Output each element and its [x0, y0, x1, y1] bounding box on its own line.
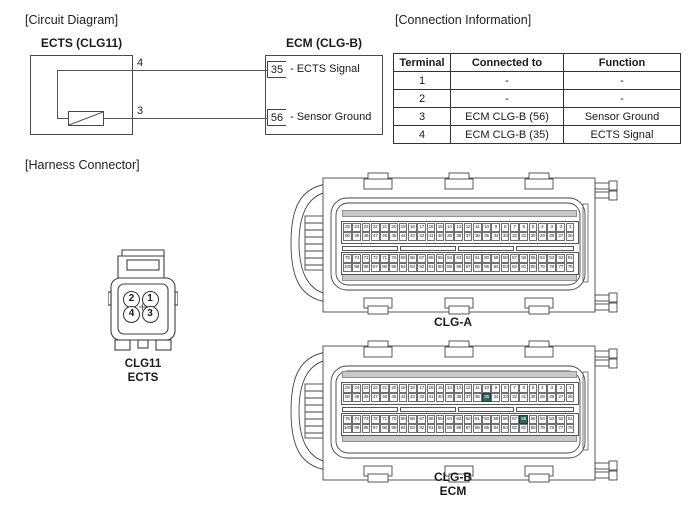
clgb-pin-81: 81	[521, 426, 527, 432]
clgb-pin-34: 34	[493, 395, 499, 401]
table-cell: ECM CLG-B (35)	[451, 126, 564, 144]
circuit-diagram-section-title: [Circuit Diagram]	[25, 13, 119, 27]
terminal-56	[267, 109, 371, 126]
clgb-pin-29: 29	[539, 395, 545, 401]
clgb-pin-89: 89	[447, 426, 452, 432]
clga-pin-27: 27	[558, 234, 564, 240]
wire-pin-3-label: 3	[137, 105, 144, 117]
clga-pin-28: 28	[549, 234, 554, 240]
terminal-56-number: 56	[267, 109, 286, 126]
wire-bottom	[104, 118, 267, 119]
clgb-top-shade-band	[342, 371, 577, 378]
clgb-pin-85: 85	[484, 426, 489, 432]
clgb-pin-14: 14	[447, 386, 452, 391]
clga-pin-33: 33	[502, 234, 508, 240]
clgb-pin-56: 56	[521, 417, 527, 422]
clga-pin-96: 96	[382, 265, 387, 271]
clga-pin-23: 23	[363, 225, 369, 230]
table-row	[394, 126, 681, 144]
clgb-pin-98: 98	[363, 426, 369, 432]
ecm-connector-label: ECM (CLG-B)	[286, 36, 362, 50]
resistor-diagonal	[69, 112, 103, 125]
clga-pin-72: 72	[372, 256, 378, 261]
clgb-pin-61: 61	[474, 417, 480, 422]
clga-pin-42: 42	[419, 234, 424, 240]
table-cell: 2	[394, 90, 451, 108]
clgb-pin-95: 95	[391, 426, 397, 432]
clga-pin-14: 14	[447, 225, 452, 230]
clgb-pin-86: 86	[474, 426, 480, 432]
clgb-pin-55: 55	[530, 417, 536, 422]
clga-pin-64: 64	[447, 256, 452, 261]
clga-pin-74: 74	[354, 256, 359, 261]
clga-connector-drawing	[287, 170, 632, 320]
clgb-pin-8: 8	[501, 384, 510, 393]
table-row	[394, 90, 681, 108]
clgb-pin-51: 51	[567, 417, 573, 422]
clgb-pin-67: 67	[419, 417, 424, 422]
clgb-pin-47: 47	[372, 395, 378, 401]
clgb-pin-22: 22	[372, 386, 378, 391]
table-cell: 4	[394, 126, 451, 144]
clgb-pin-21: 21	[382, 386, 387, 391]
clgb-pin-25: 25	[344, 386, 350, 391]
clgb-pin-53: 53	[549, 417, 554, 422]
clga-pin-8: 8	[501, 223, 510, 232]
clga-pin-75: 75	[344, 256, 350, 261]
terminal-56-function: - Sensor Ground	[290, 111, 372, 123]
clg11-pin-2: 2	[123, 291, 140, 308]
clga-pin-21: 21	[382, 225, 387, 230]
clg11-pin-4: 4	[123, 306, 140, 323]
clgb-pin-93: 93	[409, 426, 415, 432]
ects-connector-label: ECTS (CLG11)	[40, 36, 123, 50]
resistor-symbol	[68, 111, 104, 126]
clga-pin-57: 57	[512, 256, 517, 261]
table-cell: ECTS Signal	[564, 126, 681, 144]
clga-pin-grid	[343, 223, 576, 273]
clga-pin-93: 93	[409, 265, 415, 271]
clgb-pin-1: 1	[566, 384, 575, 393]
clga-pin-70: 70	[391, 256, 397, 261]
clgb-pin-17: 17	[419, 386, 424, 391]
clga-latch-bar	[458, 246, 514, 251]
wire-pin-4-label: 4	[137, 57, 144, 69]
table-header-cell: Terminal	[394, 54, 451, 72]
clga-pin-46: 46	[382, 234, 387, 240]
clga-pin-60: 60	[484, 256, 489, 261]
clgb-pin-70: 70	[391, 417, 397, 422]
clga-pin-16: 16	[428, 225, 434, 230]
clgb-pin-65: 65	[437, 417, 443, 422]
clgb-pin-79: 79	[539, 426, 545, 432]
clga-pin-99: 99	[354, 265, 359, 271]
clgb-pin-36: 36	[474, 395, 480, 401]
connection-info-section-title: [Connection Information]	[395, 13, 532, 27]
clga-pin-87: 87	[465, 265, 471, 271]
clga-pin-78: 78	[549, 265, 554, 271]
wire-vertical	[57, 70, 58, 119]
clga-pin-82: 82	[512, 265, 517, 271]
clga-pin-52: 52	[558, 256, 564, 261]
clgb-pin-74: 74	[354, 417, 359, 422]
clgb-pin-69: 69	[400, 417, 406, 422]
clga-pin-83: 83	[502, 265, 508, 271]
clgb-pin-77: 77	[558, 426, 564, 432]
clga-pin-88: 88	[456, 265, 462, 271]
clgb-pin-grid	[343, 384, 576, 434]
clga-pin-13: 13	[456, 225, 462, 230]
clga-pin-6: 6	[519, 223, 528, 232]
clgb-pin-32: 32	[512, 395, 517, 401]
clgb-pin-46: 46	[382, 395, 387, 401]
table-cell: ECM CLG-B (56)	[451, 108, 564, 126]
table-row	[394, 72, 681, 90]
clgb-pin-50: 50	[344, 395, 350, 401]
clga-pin-77: 77	[558, 265, 564, 271]
clga-pin-12: 12	[465, 225, 471, 230]
clgb-pin-60: 60	[484, 417, 489, 422]
terminal-35-number: 35	[267, 61, 286, 78]
clgb-pin-5: 5	[529, 384, 538, 393]
clgb-pin-62: 62	[465, 417, 471, 422]
clga-pin-1: 1	[566, 223, 575, 232]
table-cell: -	[451, 72, 564, 90]
clga-pin-38: 38	[456, 234, 462, 240]
clga-pin-81: 81	[521, 265, 527, 271]
clga-pin-18: 18	[409, 225, 415, 230]
clgb-bottom-shade-band	[342, 435, 577, 442]
clga-pin-67: 67	[419, 256, 424, 261]
wire-resistor-left	[57, 118, 68, 119]
clgb-pin-15: 15	[437, 386, 443, 391]
connection-table	[393, 53, 681, 144]
clga-pin-22: 22	[372, 225, 378, 230]
clgb-pin-84: 84	[493, 426, 499, 432]
clga-latch-bar	[516, 246, 574, 251]
clga-pin-59: 59	[493, 256, 499, 261]
clgb-pin-41: 41	[428, 395, 434, 401]
clga-label: CLG-A	[434, 315, 472, 329]
wire-top	[57, 70, 267, 71]
clgb-pin-52: 52	[558, 417, 564, 422]
clgb-pin-6: 6	[519, 384, 528, 393]
clga-pin-5: 5	[529, 223, 538, 232]
clga-pin-84: 84	[493, 265, 499, 271]
clga-pin-51: 51	[567, 256, 573, 261]
clga-pin-19: 19	[400, 225, 406, 230]
clga-pin-56: 56	[521, 256, 527, 261]
clga-pin-40: 40	[437, 234, 443, 240]
clga-pin-35: 35	[484, 234, 489, 240]
clgb-pin-88: 88	[456, 426, 462, 432]
clgb-pin-96: 96	[382, 426, 387, 432]
clgb-latch-bar	[400, 407, 456, 412]
clgb-pin-64: 64	[447, 417, 452, 422]
clgb-pin-54: 54	[539, 417, 545, 422]
clga-pin-48: 48	[363, 234, 369, 240]
clga-pin-79: 79	[539, 265, 545, 271]
clgb-pin-2: 2	[556, 384, 565, 393]
clga-pin-69: 69	[400, 256, 406, 261]
clga-pin-34: 34	[493, 234, 499, 240]
clgb-pin-59: 59	[493, 417, 499, 422]
clga-pin-3: 3	[547, 223, 556, 232]
clgb-pin-45: 45	[391, 395, 397, 401]
clgb-pin-76: 76	[567, 426, 573, 432]
table-row	[394, 108, 681, 126]
clgb-pin-31: 31	[521, 395, 527, 401]
table-header-cell: Function	[564, 54, 681, 72]
clg11-role-label: ECTS	[127, 372, 159, 384]
clga-pin-62: 62	[465, 256, 471, 261]
clga-pin-55: 55	[530, 256, 536, 261]
clgb-pin-87: 87	[465, 426, 471, 432]
clga-pin-30: 30	[530, 234, 536, 240]
clgb-pin-20: 20	[391, 386, 397, 391]
clga-pin-90: 90	[437, 265, 443, 271]
clgb-pin-7: 7	[510, 384, 519, 393]
clgb-pin-23: 23	[363, 386, 369, 391]
clga-pin-68: 68	[409, 256, 415, 261]
clga-pin-50: 50	[344, 234, 350, 240]
clga-pin-53: 53	[549, 256, 554, 261]
clga-pin-73: 73	[363, 256, 369, 261]
clgb-pin-44: 44	[400, 395, 406, 401]
table-header-cell: Connected to	[451, 54, 564, 72]
clgb-pin-10: 10	[484, 386, 489, 391]
clga-pin-43: 43	[409, 234, 415, 240]
clgb-pin-75: 75	[344, 417, 350, 422]
clga-pin-20: 20	[391, 225, 397, 230]
clga-pin-89: 89	[447, 265, 452, 271]
clga-pin-100: 100	[344, 265, 352, 271]
clga-pin-58: 58	[502, 256, 508, 261]
clgb-pin-42: 42	[419, 395, 424, 401]
table-cell: -	[564, 72, 681, 90]
clgb-pin-72: 72	[372, 417, 378, 422]
clgb-pin-48: 48	[363, 395, 369, 401]
clgb-pin-39: 39	[447, 395, 452, 401]
clga-pin-32: 32	[512, 234, 517, 240]
clgb-pin-90: 90	[437, 426, 443, 432]
clga-pin-49: 49	[354, 234, 359, 240]
clga-pin-17: 17	[419, 225, 424, 230]
clgb-pin-11: 11	[473, 384, 482, 393]
clgb-pin-83: 83	[502, 426, 508, 432]
terminal-35	[267, 61, 360, 78]
clgb-pin-66: 66	[428, 417, 434, 422]
clgb-pin-57: 57	[512, 417, 517, 422]
clga-pin-44: 44	[400, 234, 406, 240]
clgb-pin-40: 40	[437, 395, 443, 401]
clgb-pin-35: 35	[484, 395, 489, 401]
clgb-pin-9: 9	[491, 384, 500, 393]
clgb-pin-100: 100	[344, 426, 352, 432]
clgb-latch-bar	[516, 407, 574, 412]
clgb-pin-33: 33	[502, 395, 508, 401]
clgb-pin-49: 49	[354, 395, 359, 401]
clga-pin-39: 39	[447, 234, 452, 240]
clgb-pin-19: 19	[400, 386, 406, 391]
clga-latch-bar	[342, 246, 398, 251]
clga-pin-11: 11	[473, 223, 482, 232]
clga-pin-95: 95	[391, 265, 397, 271]
clga-pin-63: 63	[456, 256, 462, 261]
terminal-35-function: - ECTS Signal	[290, 63, 360, 75]
clgb-pin-30: 30	[530, 395, 536, 401]
clga-top-shade-band	[342, 210, 577, 217]
clga-pin-98: 98	[363, 265, 369, 271]
connection-table-header-row	[394, 54, 681, 72]
clgb-connector-drawing	[287, 338, 632, 488]
table-cell: -	[564, 90, 681, 108]
clgb-pin-73: 73	[363, 417, 369, 422]
clgb-pin-58: 58	[502, 417, 508, 422]
clgb-latch-bar	[458, 407, 514, 412]
clga-pin-29: 29	[539, 234, 545, 240]
clg11-connector-drawing	[108, 248, 178, 358]
clga-pin-54: 54	[539, 256, 545, 261]
clgb-pin-38: 38	[456, 395, 462, 401]
clgb-pin-63: 63	[456, 417, 462, 422]
clgb-label: CLG-B	[434, 470, 472, 484]
table-cell: Sensor Ground	[564, 108, 681, 126]
clgb-pin-71: 71	[382, 417, 387, 422]
clga-bottom-shade-band	[342, 274, 577, 281]
clga-pin-2: 2	[556, 223, 565, 232]
clga-pin-71: 71	[382, 256, 387, 261]
clga-pin-86: 86	[474, 265, 480, 271]
clga-pin-41: 41	[428, 234, 434, 240]
table-cell: -	[451, 90, 564, 108]
clgb-pin-37: 37	[465, 395, 471, 401]
clga-pin-24: 24	[354, 225, 359, 230]
clga-pin-4: 4	[538, 223, 547, 232]
clga-pin-85: 85	[484, 265, 489, 271]
clga-pin-92: 92	[419, 265, 424, 271]
clga-pin-94: 94	[400, 265, 406, 271]
clga-pin-10: 10	[484, 225, 489, 230]
clga-pin-26: 26	[567, 234, 573, 240]
clga-latch-bar	[400, 246, 456, 251]
clgb-pin-94: 94	[400, 426, 406, 432]
clg11-pin-3: 3	[142, 306, 159, 323]
clgb-pin-68: 68	[409, 417, 415, 422]
clgb-pin-78: 78	[549, 426, 554, 432]
clgb-pin-91: 91	[428, 426, 434, 432]
clgb-pin-24: 24	[354, 386, 359, 391]
clgb-pin-82: 82	[512, 426, 517, 432]
clgb-sublabel: ECM	[439, 484, 467, 498]
clga-pin-80: 80	[530, 265, 536, 271]
clga-pin-91: 91	[428, 265, 434, 271]
harness-section-title: [Harness Connector]	[25, 158, 140, 172]
clgb-pin-43: 43	[409, 395, 415, 401]
clgb-pin-4: 4	[538, 384, 547, 393]
clga-pin-9: 9	[491, 223, 500, 232]
clga-pin-66: 66	[428, 256, 434, 261]
clga-pin-47: 47	[372, 234, 378, 240]
clga-pin-76: 76	[567, 265, 573, 271]
clgb-pin-13: 13	[456, 386, 462, 391]
clgb-pin-16: 16	[428, 386, 434, 391]
clgb-pin-27: 27	[558, 395, 564, 401]
clga-pin-31: 31	[521, 234, 527, 240]
table-cell: 1	[394, 72, 451, 90]
clgb-pin-80: 80	[530, 426, 536, 432]
clgb-pin-92: 92	[419, 426, 424, 432]
clg11-name-label: CLG11	[124, 358, 162, 370]
clgb-pin-3: 3	[547, 384, 556, 393]
table-cell: 3	[394, 108, 451, 126]
clga-pin-97: 97	[372, 265, 378, 271]
clga-pin-45: 45	[391, 234, 397, 240]
clga-pin-61: 61	[474, 256, 480, 261]
clgb-pin-12: 12	[465, 386, 471, 391]
clgb-pin-18: 18	[409, 386, 415, 391]
clgb-pin-28: 28	[549, 395, 554, 401]
clg11-pin-1: 1	[142, 291, 159, 308]
clga-pin-7: 7	[510, 223, 519, 232]
clga-pin-36: 36	[474, 234, 480, 240]
clga-pin-65: 65	[437, 256, 443, 261]
clgb-pin-99: 99	[354, 426, 359, 432]
clga-pin-15: 15	[437, 225, 443, 230]
clga-pin-25: 25	[344, 225, 350, 230]
clga-pin-37: 37	[465, 234, 471, 240]
clgb-pin-26: 26	[567, 395, 573, 401]
clgb-latch-bar	[342, 407, 398, 412]
clgb-pin-97: 97	[372, 426, 378, 432]
